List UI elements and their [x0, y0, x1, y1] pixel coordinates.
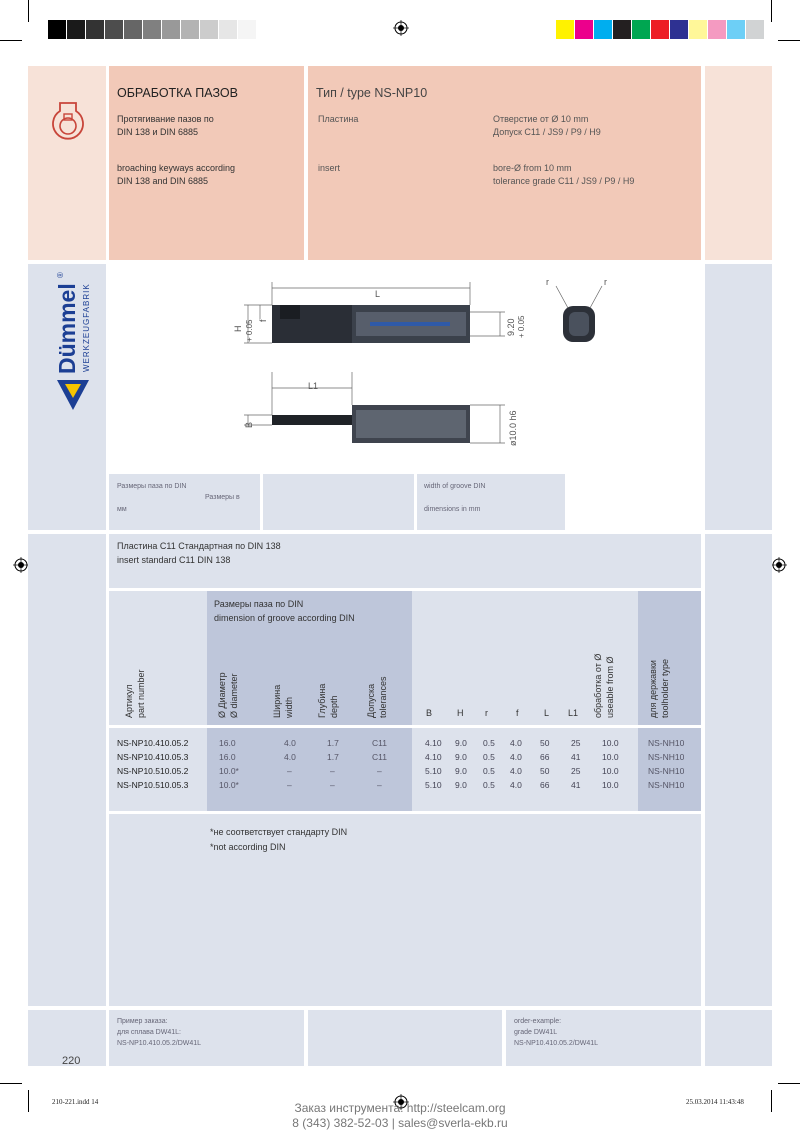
cell-tolerance: –	[377, 780, 382, 790]
cell-depth: –	[330, 766, 335, 776]
cell-r: 0.5	[483, 752, 495, 762]
col-holder-ru: для державки	[648, 660, 658, 718]
cell-r: 0.5	[483, 766, 495, 776]
cell-f: 4.0	[510, 738, 522, 748]
col-L1: L1	[568, 708, 579, 718]
cell-useable: 10.0	[602, 752, 619, 762]
order-en-line1: order-example:	[514, 1018, 562, 1025]
cell-L1: 25	[571, 766, 581, 776]
col-width-en: width	[284, 696, 294, 718]
cell-r: 0.5	[483, 738, 495, 748]
groove-header-en: dimension of groove according DIN	[214, 613, 355, 623]
cell-depth: 1.7	[327, 738, 339, 748]
cell-L1: 41	[571, 752, 581, 762]
insert-technical-drawing	[220, 272, 620, 462]
legend-ru-line1: Размеры паза по DIN	[117, 483, 187, 490]
col-tolerance-ru: Допуска	[366, 683, 376, 718]
bore-ru-line2: Допуск C11 / JS9 / P9 / H9	[493, 127, 601, 137]
footer-contact[interactable]: 8 (343) 382-52-03 | sales@sverla-ekb.ru	[292, 1116, 508, 1130]
page-number: 220	[62, 1055, 81, 1067]
header-icon-panel	[28, 66, 106, 260]
col-tolerance-en: tolerances	[378, 676, 388, 718]
cell-diameter: 10.0*	[219, 780, 239, 790]
cell-part: NS-NP10.510.05.2	[117, 766, 189, 776]
cell-L: 66	[540, 780, 550, 790]
cell-width: 4.0	[284, 752, 296, 762]
cell-diameter: 16.0	[219, 738, 236, 748]
cell-holder: NS-NH10	[648, 766, 685, 776]
registration-mark-icon	[13, 557, 29, 573]
cell-H: 9.0	[455, 738, 467, 748]
note-ru: *не соответствует стандарту DIN	[210, 827, 348, 837]
order-ru-line1: Пример заказа:	[117, 1018, 168, 1025]
dim-r-right: r	[604, 277, 607, 287]
header-right-panel	[705, 66, 772, 260]
col-B: B	[426, 708, 433, 718]
slug-right: 25.03.2014 11:43:48	[686, 1098, 744, 1106]
notes-panel	[109, 814, 701, 1006]
cell-width: –	[287, 780, 292, 790]
cell-B: 4.10	[425, 752, 442, 762]
dim-r-left: r	[546, 277, 549, 287]
description-en-line1: broaching keyways according	[117, 163, 236, 173]
col-diameter-en: Ø diameter	[229, 673, 239, 718]
footer-order-link[interactable]: Заказ инструмента: http://steelcam.org	[294, 1101, 506, 1115]
col-depth-en: depth	[329, 695, 339, 718]
cell-width: –	[287, 766, 292, 776]
slug-left: 210-221.indd 14	[52, 1098, 99, 1106]
cell-holder: NS-NH10	[648, 780, 685, 790]
order-ru-line3: NS-NP10.410.05.2/DW41L	[117, 1040, 202, 1047]
legend-ru-line3: мм	[117, 506, 127, 513]
table-left-panel	[28, 534, 106, 1006]
cell-f: 4.0	[510, 752, 522, 762]
col-useable-ru: обработка от Ø	[593, 653, 603, 718]
description-en-line2: DIN 138 and DIN 6885	[117, 176, 209, 186]
order-box-mid	[308, 1010, 502, 1066]
description-ru-line1: Протягивание пазов по	[117, 114, 214, 124]
note-en: *not according DIN	[210, 842, 286, 852]
cell-tolerance: C11	[372, 752, 387, 762]
cell-H: 9.0	[455, 752, 467, 762]
registration-mark-icon	[771, 557, 787, 573]
col-r: r	[485, 708, 488, 718]
legend-en-line2: dimensions in mm	[424, 506, 481, 513]
col-depth-ru: Глубина	[317, 683, 327, 718]
cell-tolerance: C11	[372, 738, 387, 748]
cell-H: 9.0	[455, 780, 467, 790]
cell-L1: 25	[571, 738, 581, 748]
registration-mark-icon	[393, 20, 409, 36]
type-label: Тип / type NS-NP10	[316, 86, 428, 100]
order-en-line3: NS-NP10.410.05.2/DW41L	[514, 1040, 599, 1047]
col-holder-en: toolholder type	[660, 658, 670, 718]
dim-9-20: 9.20	[506, 318, 516, 336]
dim-L1: L1	[308, 381, 319, 391]
col-H: H	[457, 708, 464, 718]
table-right-panel	[705, 534, 772, 1006]
cell-holder: NS-NH10	[648, 752, 685, 762]
order-en-line2: grade DW41L	[514, 1029, 558, 1036]
cell-useable: 10.0	[602, 780, 619, 790]
cell-f: 4.0	[510, 766, 522, 776]
order-right-margin	[705, 1010, 772, 1066]
section-title-ru: Пластина C11 Стандартная по DIN 138	[117, 541, 281, 551]
dim-L: L	[375, 289, 381, 299]
cell-r: 0.5	[483, 780, 495, 790]
legend-ru-line2: Размеры в	[205, 494, 240, 501]
brand-logo-triangle-icon	[55, 378, 91, 412]
col-L: L	[544, 708, 550, 718]
dim-9-20-tolerance: + 0.05	[517, 315, 526, 338]
col-part-ru: Артикул	[124, 684, 134, 718]
cell-useable: 10.0	[602, 766, 619, 776]
cell-depth: 1.7	[327, 752, 339, 762]
groove-header-ru: Размеры паза по DIN	[214, 599, 304, 609]
cell-L: 50	[540, 738, 550, 748]
legend-box-mid	[263, 474, 414, 530]
col-f: f	[516, 708, 519, 718]
legend-en-line1: width of groove DIN	[424, 483, 486, 490]
page-title: ОБРАБОТКА ПАЗОВ	[117, 86, 238, 100]
dim-H: H	[233, 325, 243, 332]
cell-part: NS-NP10.410.05.2	[117, 738, 189, 748]
col-diameter-ru: Ø Диаметр	[217, 672, 227, 718]
cell-L1: 41	[571, 780, 581, 790]
cell-diameter: 10.0*	[219, 766, 239, 776]
insert-label-ru: Пластина	[318, 114, 359, 124]
cell-H: 9.0	[455, 766, 467, 776]
keyway-broach-icon	[51, 101, 85, 145]
cell-width: 4.0	[284, 738, 296, 748]
cell-L: 50	[540, 766, 550, 776]
cell-holder: NS-NH10	[648, 738, 685, 748]
cell-L: 66	[540, 752, 550, 762]
drawing-right-panel	[705, 264, 772, 530]
dim-diameter: ø10.0 h6	[508, 410, 518, 446]
cell-depth: –	[330, 780, 335, 790]
dim-B: B	[244, 421, 254, 428]
cell-part: NS-NP10.410.05.3	[117, 752, 189, 762]
brand-subtitle: WERKZEUGFABRIK	[82, 283, 91, 372]
brand-logo-text: Dümmel	[54, 283, 80, 374]
order-ru-line2: для сплава DW41L:	[117, 1029, 181, 1036]
brand-registered-mark: ®	[56, 272, 65, 278]
col-width-ru: Ширина	[272, 684, 282, 718]
bore-en-line1: bore-Ø from 10 mm	[493, 163, 572, 173]
cell-part: NS-NP10.510.05.3	[117, 780, 189, 790]
cell-f: 4.0	[510, 780, 522, 790]
cell-B: 5.10	[425, 766, 442, 776]
cell-B: 4.10	[425, 738, 442, 748]
bore-ru-line1: Отверстие от Ø 10 mm	[493, 114, 589, 124]
insert-label-en: insert	[318, 163, 341, 173]
dim-f: f	[258, 319, 268, 322]
bore-en-line2: tolerance grade C11 / JS9 / P9 / H9	[493, 176, 635, 186]
cell-tolerance: –	[377, 766, 382, 776]
section-title-en: insert standard C11 DIN 138	[117, 555, 231, 565]
cell-B: 5.10	[425, 780, 442, 790]
dim-H-tolerance: + 0.05	[245, 319, 254, 342]
cell-useable: 10.0	[602, 738, 619, 748]
description-ru-line2: DIN 138 и DIN 6885	[117, 127, 199, 137]
cell-diameter: 16.0	[219, 752, 236, 762]
col-part-en: part number	[136, 669, 146, 718]
col-useable-en: useable from Ø	[605, 656, 615, 718]
